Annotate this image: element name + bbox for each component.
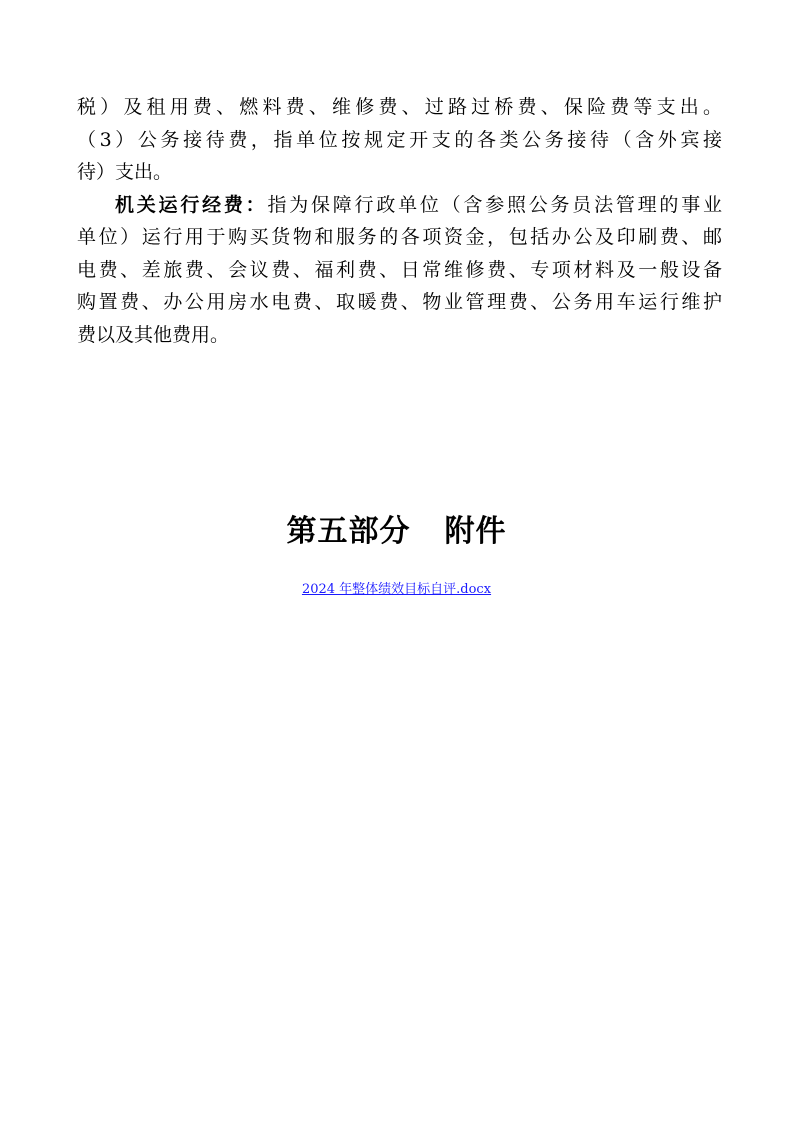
- paragraph-line: 费以及其他费用。: [77, 323, 230, 346]
- section-part: 第五部分: [286, 514, 411, 549]
- definition-start: 指为保障行政单位（含参照公务员法管理的事业: [267, 193, 722, 216]
- attachment-link[interactable]: 2024 年整体绩效目标自评.docx: [301, 582, 492, 597]
- paragraph-line: 购置费、办公用房水电费、取暖费、物业管理费、公务用车运行维护: [77, 291, 722, 313]
- section-heading: [0, 506, 793, 550]
- body-line-1: 税）及租用费、燃料费、维修费、过路过桥费、保险费等支出。: [77, 96, 722, 118]
- body-text: [77, 91, 722, 351]
- section-title-text: 附件: [444, 514, 507, 549]
- paragraph-line: 电费、差旅费、会议费、福利费、日常维修费、专项材料及一般设备: [77, 258, 722, 281]
- term-operating-expenses: 机关运行经费：: [115, 193, 268, 216]
- body-line-2: （3）公务接待费，指单位按规定开支的各类公务接待（含外宾接: [77, 128, 722, 151]
- paragraph-operating-expenses-first-line: [77, 189, 722, 222]
- body-line-3: 待）支出。: [77, 161, 173, 183]
- paragraph-line: 单位）运行用于购买货物和服务的各项资金，包括办公及印刷费、邮: [77, 226, 722, 248]
